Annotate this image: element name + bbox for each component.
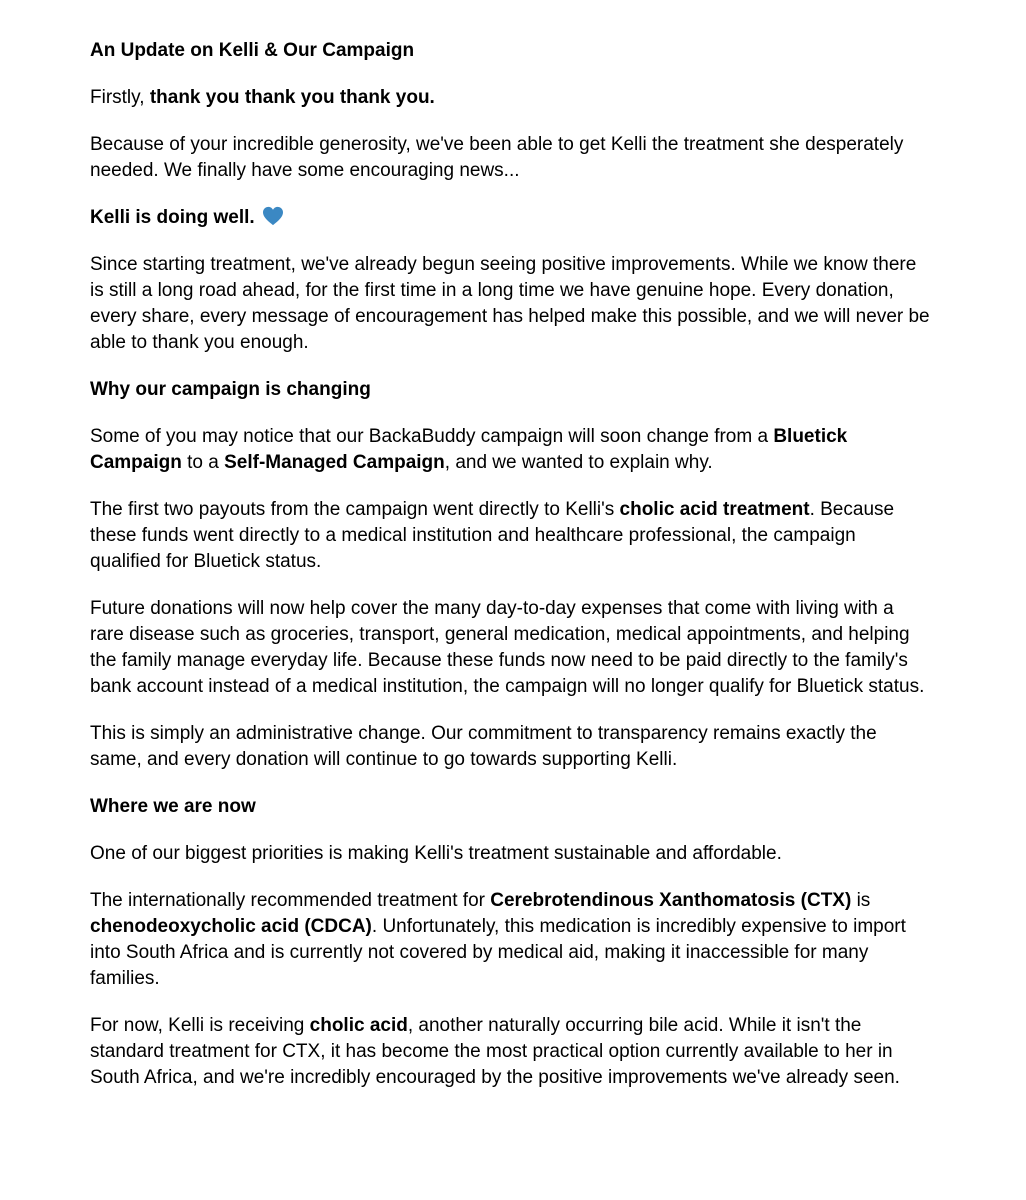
change-paragraph [90,424,930,476]
improvements-paragraph: Since starting treatment, we've already begun seeing positive improvements. While we know there is still a long road ahead, for the first time in a long time we have genuine hope. Every donation, every share, every message of encouragement has helped make this possible, and we will never be able to thank you enough. [90,254,930,353]
change-text-3: , and we wanted to explain why. [444,452,713,473]
ctx-bold-2: chenodeoxycholic acid (CDCA) [90,916,372,937]
ctx-text-3: . Unfortunately, this medication is incredibly expensive to import into South Africa and is currently not covered by medical aid, making it inaccessible for many families. [90,916,906,989]
change-text-1: Some of you may notice that our BackaBuddy campaign will soon change from a [90,426,774,447]
change-bold-1: Bluetick Campaign [90,426,848,473]
page-title: An Update on Kelli & Our Campaign [90,40,415,61]
heart-shape [263,207,283,225]
intro-thanks: thank you thank you thank you. [149,87,435,108]
generosity-paragraph: Because of your incredible generosity, we've been able to get Kelli the treatment she desperately needed. We finally have some encouraging news... [90,134,904,181]
change-text-2: to a [181,452,225,473]
ctx-text-1: The internationally recommended treatment for [90,890,491,911]
ctx-bold-1: Cerebrotendinous Xanthomatosis (CTX) [490,890,852,911]
why-heading: Why our campaign is changing [90,379,371,400]
ctx-text-2: is [851,890,871,911]
cholic-text-2: , another naturally occurring bile acid. While it isn't the standard treatment for CTX, it has become the most practical option currently available to her in South Africa, and we're incredibly encouraged by the positive improvements we've already seen. [90,1015,900,1088]
change-bold-2: Self-Managed Campaign [224,452,445,473]
payouts-bold-1: cholic acid treatment [619,499,810,520]
status-heading [90,205,930,231]
ctx-paragraph [90,888,930,992]
priorities-paragraph: One of our biggest priorities is making Kelli's treatment sustainable and affordable. [90,843,782,864]
status-heading-text: Kelli is doing well. [90,207,255,228]
blue-heart-icon [262,206,284,226]
cholic-bold-1: cholic acid [309,1015,408,1036]
cholic-text-1: For now, Kelli is receiving [90,1015,310,1036]
where-heading: Where we are now [90,796,256,817]
payouts-text-1: The first two payouts from the campaign went directly to Kelli's [90,499,620,520]
admin-paragraph: This is simply an administrative change. Our commitment to transparency remains exactly the same, and every donation will continue to go towards supporting Kelli. [90,723,877,770]
intro-paragraph [90,85,930,111]
intro-prefix: Firstly, [90,87,150,108]
future-paragraph: Future donations will now help cover the many day-to-day expenses that come with living with a rare disease such as groceries, transport, general medication, medical appointments, and helping the family manage everyday life. Because these funds now need to be paid directly to the family's bank account instead of a medical institution, the campaign will no longer qualify for Bluetick status. [90,598,925,697]
payouts-text-2: . Because these funds went directly to a medical institution and healthcare professional, the campaign qualified for Bluetick status. [90,499,895,572]
payouts-paragraph [90,497,930,575]
cholic-paragraph [90,1013,930,1091]
